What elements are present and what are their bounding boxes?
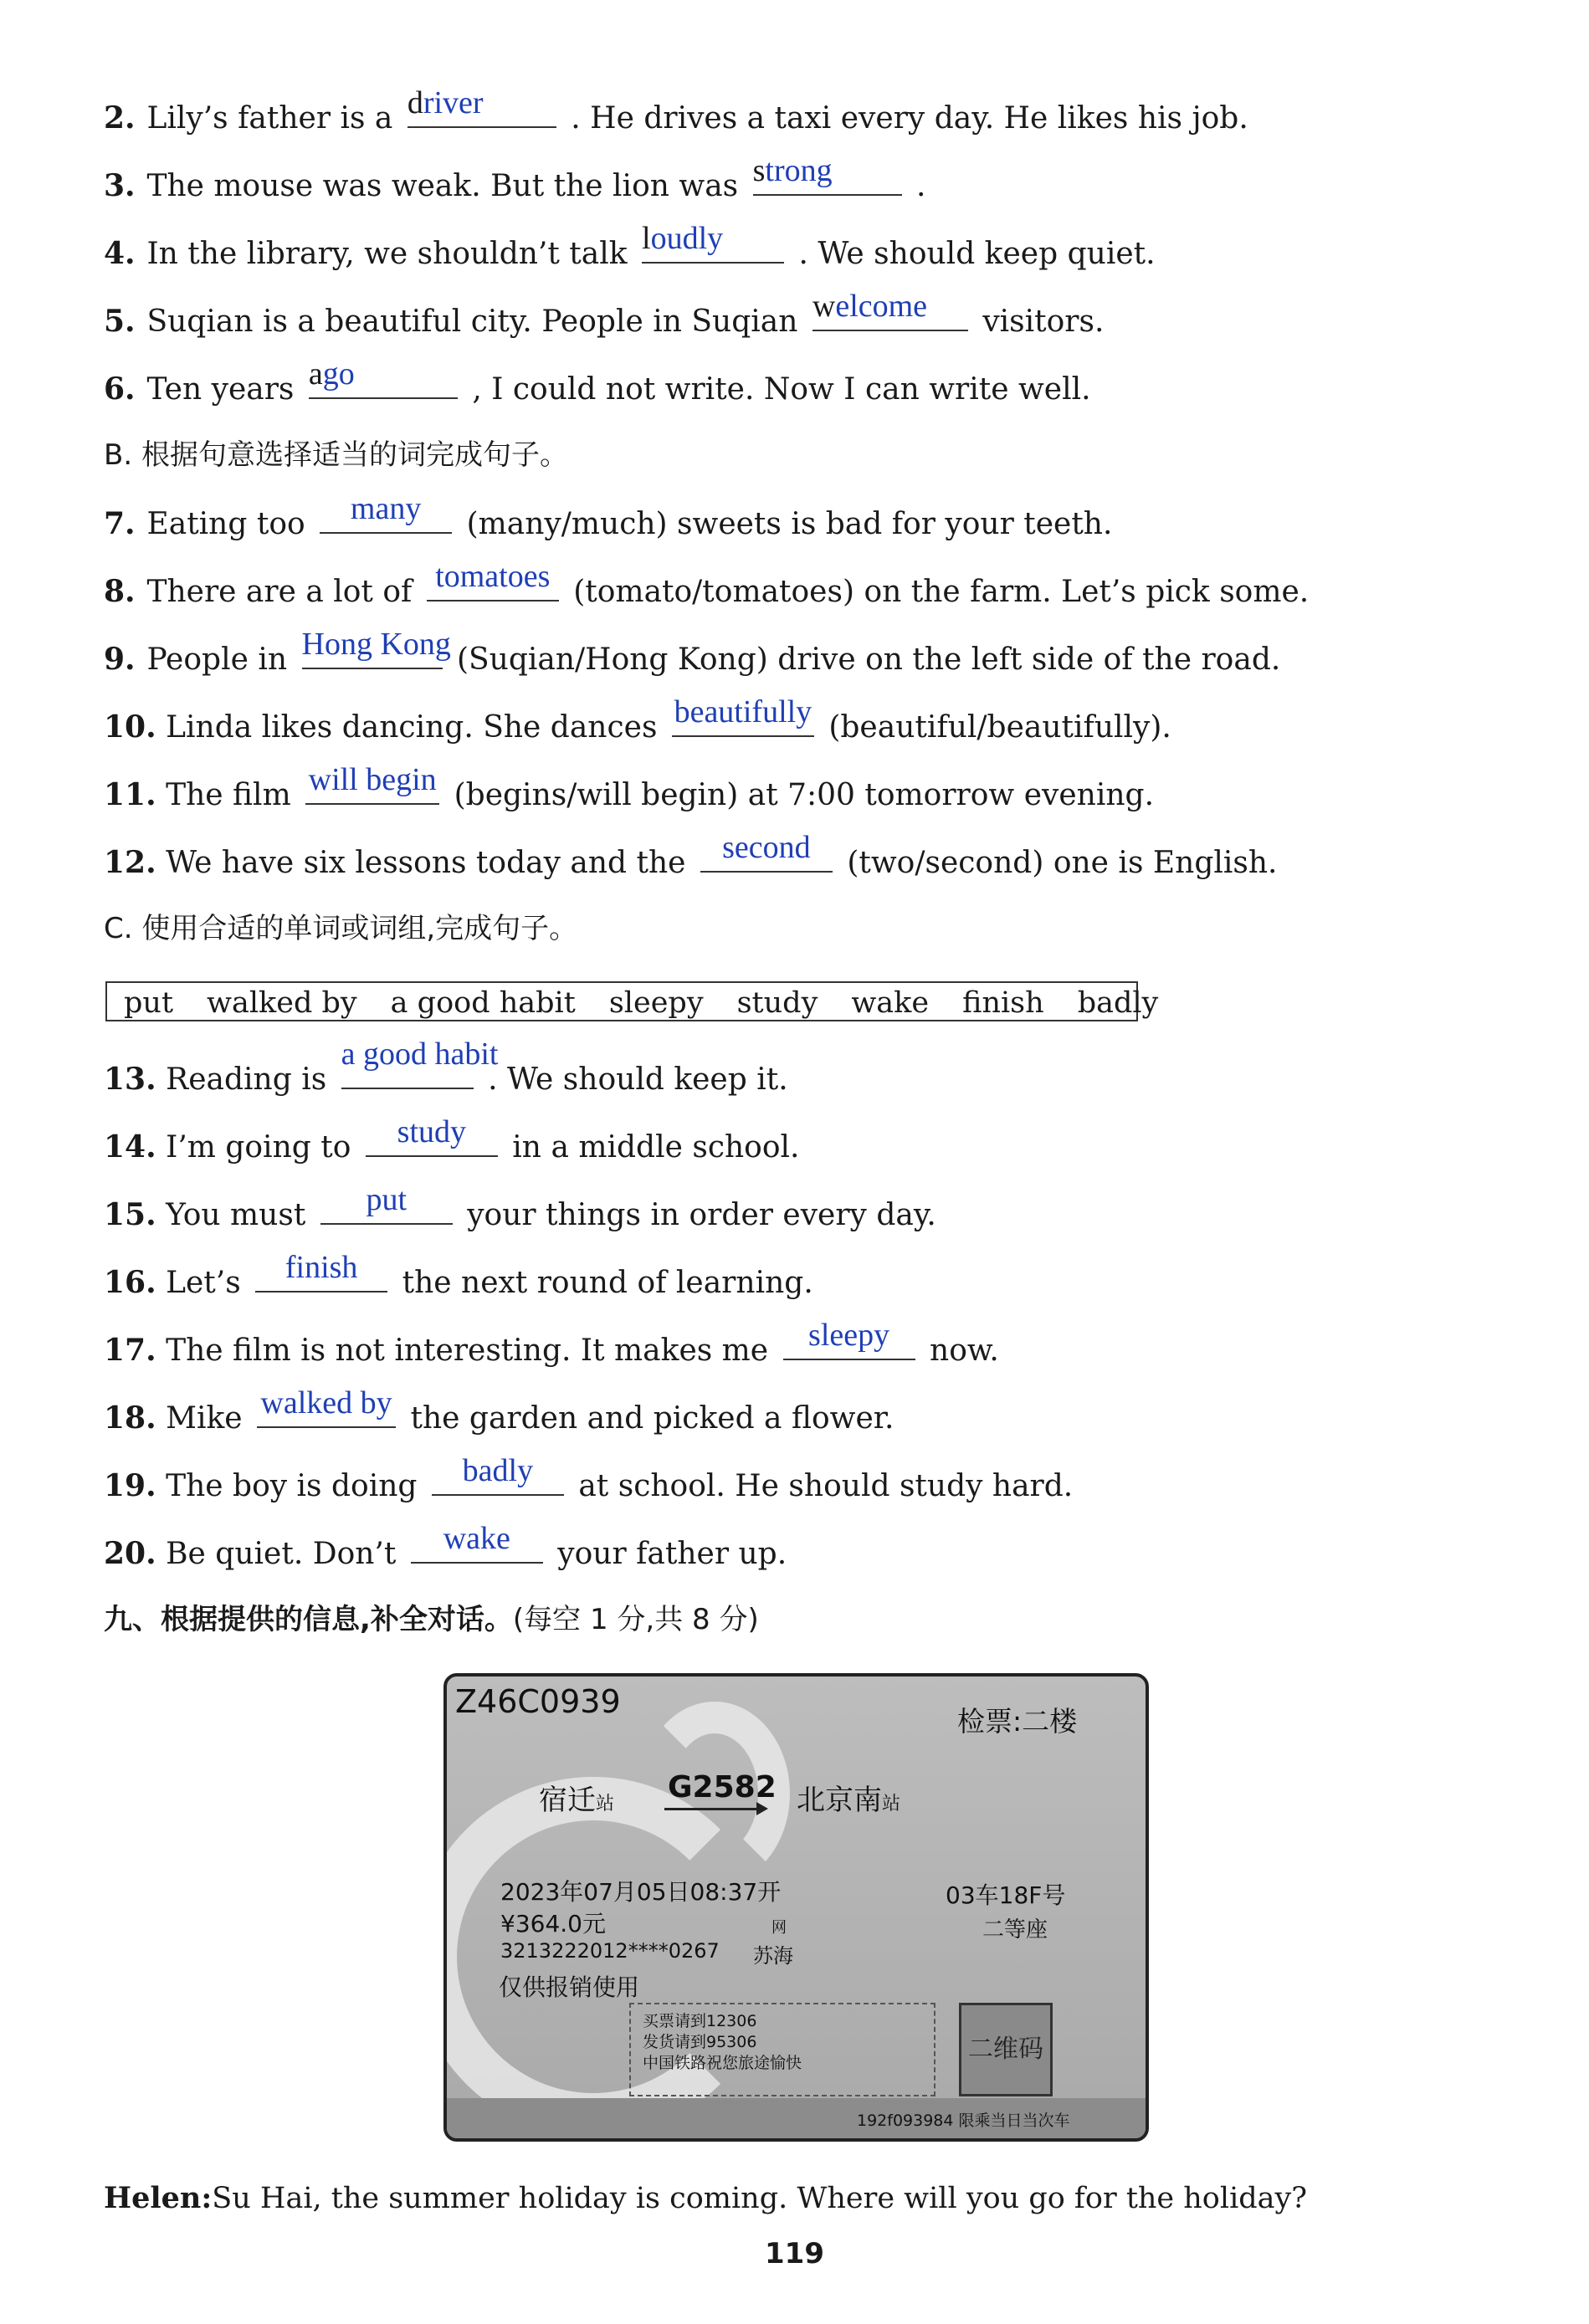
question-number: 16. <box>104 1265 156 1300</box>
question-text: There are a lot of <box>146 575 413 609</box>
answer-blank[interactable] <box>255 1250 387 1293</box>
question-text-after: the garden and picked a flower. <box>410 1401 894 1436</box>
question-number: 14. <box>104 1129 156 1165</box>
answer-blank[interactable] <box>308 356 458 399</box>
answer-blank[interactable] <box>320 1182 453 1225</box>
word-bank-item: put <box>124 986 174 1020</box>
ticket-code: Z46C0939 <box>455 1683 621 1720</box>
answer-blank[interactable] <box>783 1318 915 1360</box>
question-number: 4. <box>104 236 136 271</box>
question-number: 9. <box>104 642 136 677</box>
question-16 <box>104 1250 1539 1308</box>
question-text: You must <box>166 1198 306 1232</box>
question-17 <box>104 1318 1539 1375</box>
question-text: Suqian is a beautiful city. People in Suqian <box>146 305 798 339</box>
question-text-after: your father up. <box>557 1537 787 1571</box>
handwritten-answer: walked by <box>260 1385 392 1421</box>
handwritten-answer: wake <box>443 1521 510 1556</box>
question-text-after: the next round of learning. <box>402 1266 813 1300</box>
question-text: The mouse was weak. But the lion was <box>146 169 739 203</box>
question-number: 2. <box>104 100 136 136</box>
word-prefix: s <box>752 153 766 188</box>
answer-blank[interactable] <box>812 289 968 331</box>
answer-blank[interactable] <box>301 627 451 669</box>
ticket-footer-text: 192f093984 限乘当日当次车 <box>857 2112 1070 2130</box>
question-19 <box>104 1453 1539 1511</box>
answer-text <box>812 289 968 323</box>
answer-blank[interactable] <box>320 491 452 534</box>
ticket-seat-class: 二等座 <box>982 1917 1048 1943</box>
question-number: 7. <box>104 506 136 541</box>
question-15 <box>104 1182 1539 1240</box>
word-bank-box <box>105 981 1159 1021</box>
ticket-passenger-name: 苏海 <box>753 1944 793 1968</box>
question-text-after: visitors. <box>982 305 1105 339</box>
handwritten-answer: oudly <box>650 221 724 256</box>
question-text: In the library, we shouldn’t talk <box>146 237 628 271</box>
ticket-to-station: 北京南 <box>797 1784 882 1817</box>
question-number: 13. <box>104 1062 156 1097</box>
question-text-after: . He drives a taxi every day. He likes his job. <box>571 101 1248 136</box>
ticket-car-seat: 03车18F号 <box>946 1881 1066 1909</box>
word-bank-item: finish <box>962 986 1044 1020</box>
ticket-to <box>797 1777 900 1818</box>
question-number: 12. <box>104 845 156 880</box>
question-text-after: . We should keep quiet. <box>798 237 1156 271</box>
ticket-notice-line: 买票请到12306 <box>643 2012 757 2030</box>
word-bank-item: sleepy <box>608 986 704 1020</box>
ticket-arrow-icon <box>664 1808 765 1810</box>
dialogue-speaker: Helen <box>104 2181 202 2215</box>
handwritten-answer: put <box>366 1182 408 1217</box>
answer-blank[interactable] <box>341 1037 499 1089</box>
train-ticket <box>443 1673 1149 2142</box>
word-bank-item: walked by <box>207 986 357 1020</box>
handwritten-answer: finish <box>284 1250 358 1285</box>
question-text-after: (Suqian/Hong Kong) drive on the left side of the road. <box>456 642 1281 677</box>
question-number: 20. <box>104 1536 156 1571</box>
question-text-after: in a middle school. <box>512 1130 800 1165</box>
question-text: Let’s <box>166 1266 241 1300</box>
handwritten-answer: elcome <box>835 289 928 324</box>
word-prefix: l <box>642 221 651 256</box>
handwritten-answer: study <box>397 1114 467 1149</box>
handwritten-answer: second <box>722 830 811 865</box>
question-text: I’m going to <box>166 1130 351 1165</box>
question-text: Ten years <box>146 372 295 407</box>
handwritten-answer: will begin <box>308 762 437 797</box>
question-text: Mike <box>166 1401 243 1436</box>
answer-text <box>753 154 902 187</box>
question-text-after: (two/second) one is English. <box>847 846 1278 880</box>
question-text: Eating too <box>146 507 305 541</box>
ticket-from-station: 宿迁 <box>539 1784 596 1817</box>
page-number: 119 <box>765 2237 824 2270</box>
handwritten-answer: tomatoes <box>435 559 551 594</box>
question-text-after: (begins/will begin) at 7:00 tomorrow evening. <box>454 778 1155 812</box>
handwritten-answer: many <box>350 491 422 526</box>
word-bank-item: a good habit <box>390 986 576 1020</box>
answer-blank[interactable] <box>700 830 833 873</box>
handwritten-answer: river <box>423 85 484 120</box>
part-b-heading: B. 根据句意选择适当的词完成句子。 <box>104 438 568 472</box>
word-bank-item: badly <box>1077 986 1159 1020</box>
question-3 <box>104 153 1539 211</box>
question-text: The film is not interesting. It makes me <box>166 1333 769 1368</box>
answer-blank[interactable] <box>642 221 784 264</box>
answer-blank[interactable] <box>432 1453 564 1496</box>
question-2 <box>104 85 1539 143</box>
question-text: The boy is doing <box>166 1469 418 1503</box>
part-c-heading: C. 使用合适的单词或词组,完成句子。 <box>104 912 578 945</box>
ticket-footer-bar <box>447 2098 1146 2138</box>
ticket-id-number: 3213222012****0267 <box>500 1939 720 1963</box>
ticket-reimburse-note: 仅供报销使用 <box>499 1973 640 2001</box>
question-6 <box>104 356 1539 414</box>
question-number: 3. <box>104 168 136 203</box>
question-text-after: at school. He should study hard. <box>578 1469 1074 1503</box>
ticket-notice-box <box>629 2003 935 2096</box>
answer-blank[interactable] <box>407 85 556 128</box>
question-text-after: (tomato/tomatoes) on the farm. Let’s pick some. <box>573 575 1310 609</box>
answer-blank[interactable] <box>366 1114 498 1157</box>
question-text: Linda likes dancing. She dances <box>166 710 658 745</box>
ticket-train-number: G2582 <box>668 1770 777 1804</box>
handwritten-answer: sleepy <box>808 1318 890 1353</box>
question-number: 8. <box>104 574 136 609</box>
ticket-notice-line: 中国铁路祝您旅途愉快 <box>643 2054 802 2072</box>
ticket-notice-line: 发货请到95306 <box>643 2033 757 2051</box>
question-text-after: , I could not write. Now I can write well. <box>472 372 1091 407</box>
dialogue-line-helen: Helen:Su Hai, the summer holiday is coming. Where will you go for the holiday? <box>104 2181 1308 2215</box>
word-prefix: w <box>812 289 836 324</box>
ticket-check-gate: 检票:二楼 <box>957 1705 1078 1738</box>
section-9-heading <box>104 1595 1539 1645</box>
qr-code-placeholder: 二维码 <box>959 2003 1053 2096</box>
handwritten-answer: trong <box>765 153 833 188</box>
section-9-score-note: (每空 1 分,共 8 分) <box>512 1603 759 1636</box>
question-text-after: . <box>916 169 926 203</box>
answer-text <box>408 86 556 120</box>
question-14 <box>104 1114 1539 1172</box>
dialogue-text: Su Hai, the summer holiday is coming. Where will you go for the holiday? <box>212 2182 1308 2215</box>
ticket-net-mark: 网 <box>771 1919 787 1937</box>
question-text-after: (many/much) sweets is bad for your teeth. <box>466 507 1113 541</box>
question-11 <box>104 762 1539 820</box>
question-number: 19. <box>104 1468 156 1503</box>
ticket-from <box>539 1777 614 1818</box>
handwritten-answer: go <box>322 356 355 392</box>
answer-blank[interactable] <box>411 1521 543 1564</box>
ticket-station-suffix: 站 <box>882 1794 901 1815</box>
question-13 <box>104 1037 1539 1104</box>
question-number: 6. <box>104 371 136 407</box>
handwritten-answer: badly <box>462 1453 534 1488</box>
word-prefix: d <box>407 85 423 120</box>
question-8 <box>104 559 1539 617</box>
section-9-title: 九、根据提供的信息,补全对话。 <box>104 1603 513 1636</box>
question-9 <box>104 627 1539 684</box>
question-number: 18. <box>104 1400 156 1436</box>
ticket-station-suffix: 站 <box>596 1794 615 1815</box>
question-number: 11. <box>104 777 156 812</box>
ticket-price: ¥364.0元 <box>500 1910 606 1938</box>
handwritten-answer: a good habit <box>341 1037 499 1072</box>
question-number: 17. <box>104 1333 156 1368</box>
answer-text <box>309 357 458 391</box>
question-text: Lily’s father is a <box>146 101 393 136</box>
answer-blank[interactable] <box>427 559 559 601</box>
question-text: People in <box>146 642 288 677</box>
question-18 <box>104 1385 1539 1443</box>
question-4 <box>104 221 1539 279</box>
question-20 <box>104 1521 1539 1579</box>
question-number: 5. <box>104 304 136 339</box>
answer-blank[interactable] <box>672 694 814 737</box>
question-text: Be quiet. Don’t <box>166 1537 397 1571</box>
question-text: Reading is <box>166 1062 327 1097</box>
question-text: We have six lessons today and the <box>166 846 686 880</box>
answer-blank[interactable] <box>305 762 439 805</box>
handwritten-answer: Hong Kong <box>301 627 451 662</box>
question-12 <box>104 830 1539 888</box>
answer-text <box>642 222 784 255</box>
handwritten-answer: beautifully <box>674 694 812 729</box>
ticket-datetime: 2023年07月05日08:37开 <box>500 1878 782 1906</box>
answer-blank[interactable] <box>257 1385 396 1428</box>
word-bank-item: wake <box>851 986 930 1020</box>
question-7 <box>104 491 1539 549</box>
question-number: 10. <box>104 709 156 745</box>
word-prefix: a <box>308 356 323 392</box>
answer-blank[interactable] <box>752 153 902 196</box>
question-text: The film <box>166 778 291 812</box>
question-10 <box>104 694 1539 752</box>
question-text-after: now. <box>930 1333 999 1368</box>
question-number: 15. <box>104 1197 156 1232</box>
word-bank-item: study <box>736 986 818 1020</box>
question-text-after: your things in order every day. <box>467 1198 936 1232</box>
question-text-after: . We should keep it. <box>488 1062 788 1097</box>
question-text-after: (beautiful/beautifully). <box>828 710 1171 745</box>
question-5 <box>104 289 1539 346</box>
